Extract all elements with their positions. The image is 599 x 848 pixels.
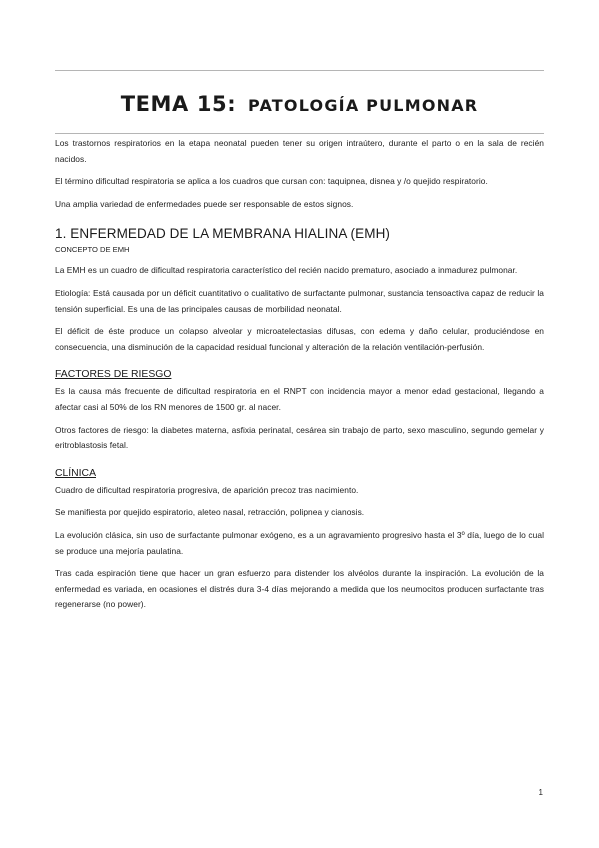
section-heading-emh: 1. ENFERMEDAD DE LA MEMBRANA HIALINA (EMH) <box>55 226 391 242</box>
intro-paragraph: Una amplia variedad de enfermedades puede ser responsable de estos signos. <box>55 198 354 209</box>
title-banner <box>55 70 544 134</box>
body-paragraph: Se manifiesta por quejido espiratorio, aleteo nasal, retracción, polipnea y cianosis. <box>55 507 365 518</box>
section-heading-risk: FACTORES DE RIESGO <box>55 369 172 381</box>
body-paragraph: Otros factores de riesgo: la diabetes materna, asfixia perinatal, cesárea sin trabajo de parto, sexo masculino, segundo gemelar y eritroblastosis fetal. <box>55 424 544 451</box>
title-lead: TEMA 15: <box>120 92 237 116</box>
body-paragraph: La evolución clásica, sin uso de surfactante pulmonar exógeno, es a un agravamiento progresivo hasta el 3º día, luego de lo cual se produce una mejoría paulatina. <box>55 529 544 556</box>
body-paragraph: Etiología: Está causada por un déficit cuantitativo o cualitativo de surfactante pulmonar, sustancia tensoactiva capaz de reducir la tensión superficial. Es una de las principales causas de morbilidad neonatal. <box>55 287 544 314</box>
body-paragraph: La EMH es un cuadro de dificultad respiratoria característico del recién nacido prematuro, asociado a inmadurez pulmonar. <box>55 265 518 276</box>
body-paragraph: El déficit de éste produce un colapso alveolar y microatelectasias difusas, con edema y daño celular, produciéndose en consecuencia, una disminución de la capacidad residual funcional y alteración de la relación ventilación-perfusión. <box>55 326 544 352</box>
body-paragraph: Tras cada espiración tiene que hacer un gran esfuerzo para distender los alvéolos durante la inspiración. La evolución de la enfermedad es variada, en ocasiones el distrés dura 3-4 días mejorando a medida que los neumocitos producen surfactante tras regenerarse (no power). <box>55 568 544 610</box>
section-heading-clinic: CLÍNICA <box>55 467 96 479</box>
intro-paragraph: El término dificultad respiratoria se aplica a los cuadros que cursan con: taquipnea, disnea y /o quejido respiratorio. <box>55 176 488 187</box>
intro-paragraph: Los trastornos respiratorios en la etapa neonatal pueden tener su origen intraútero, durante el parto o en la sala de recién nacidos. <box>55 138 544 164</box>
subheading-concepto: CONCEPTO DE EMH <box>55 245 130 255</box>
body-paragraph: Es la causa más frecuente de dificultad respiratoria en el RNPT con incidencia mayor a menor edad gestacional, llegando a afectar casi al 50% de los RN menores de 1500 gr. al nacer. <box>55 386 544 412</box>
page-number: 1 <box>538 788 543 797</box>
title-rest: PATOLOGÍA PULMONAR <box>248 96 479 115</box>
document-body <box>55 136 544 620</box>
page-title <box>55 71 544 135</box>
body-paragraph: Cuadro de dificultad respiratoria progresiva, de aparición precoz tras nacimiento. <box>55 484 359 495</box>
